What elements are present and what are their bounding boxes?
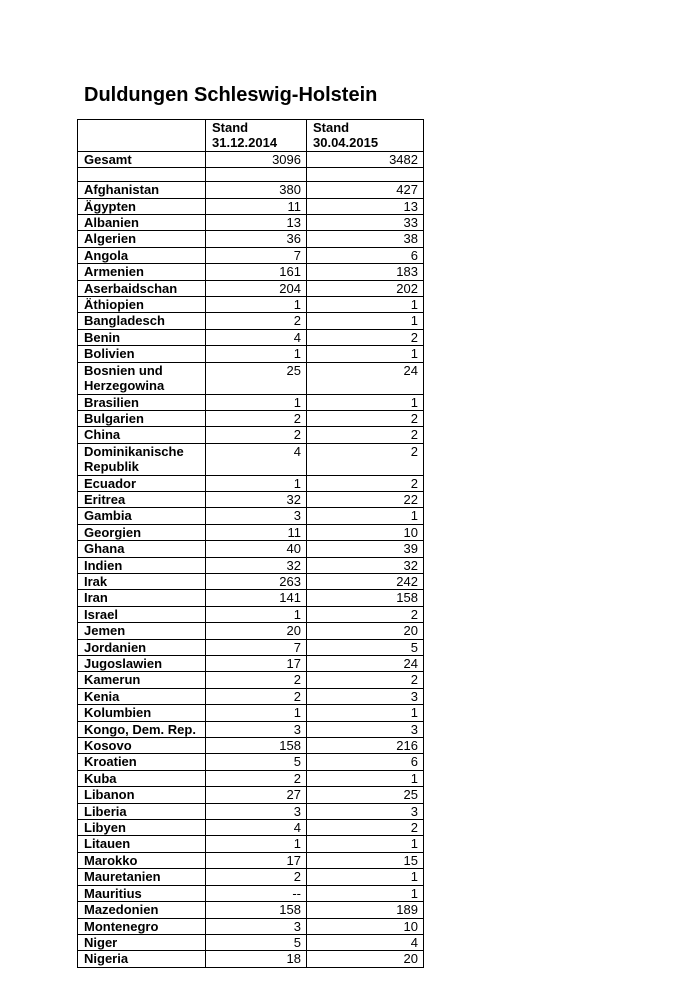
table-row	[78, 852, 424, 868]
table-row	[78, 951, 424, 967]
table-row	[78, 885, 424, 901]
country-cell: China	[78, 427, 206, 443]
country-cell: Albanien	[78, 215, 206, 231]
table-row	[78, 410, 424, 426]
table-row	[78, 508, 424, 524]
value-2014-cell: 2	[206, 869, 307, 885]
table-row	[78, 623, 424, 639]
value-2015-cell: 189	[307, 902, 424, 918]
value-2015-cell: 39	[307, 541, 424, 557]
table-row	[78, 198, 424, 214]
table-body	[78, 151, 424, 967]
country-cell: Dominikanische Republik	[78, 443, 206, 475]
table-row	[78, 820, 424, 836]
country-cell: Algerien	[78, 231, 206, 247]
table-row	[78, 475, 424, 491]
table-row	[78, 918, 424, 934]
value-2015-cell: 1	[307, 836, 424, 852]
header-country	[78, 120, 206, 152]
table-row	[78, 738, 424, 754]
value-2015-cell: 1	[307, 346, 424, 362]
country-cell: Kuba	[78, 770, 206, 786]
header-row	[78, 120, 424, 152]
value-2015-cell: 3	[307, 688, 424, 704]
value-2015-cell: 242	[307, 573, 424, 589]
country-cell: Aserbaidschan	[78, 280, 206, 296]
table-row	[78, 672, 424, 688]
value-2015-cell: 24	[307, 656, 424, 672]
value-2015-cell: 15	[307, 852, 424, 868]
country-cell: Brasilien	[78, 394, 206, 410]
table-row	[78, 491, 424, 507]
country-cell: Benin	[78, 329, 206, 345]
value-2015-cell: 3	[307, 803, 424, 819]
table-row	[78, 606, 424, 622]
page-title: Duldungen Schleswig-Holstein	[84, 84, 378, 106]
table-row	[78, 329, 424, 345]
value-2014-cell: 11	[206, 524, 307, 540]
country-cell: Libyen	[78, 820, 206, 836]
value-2014-cell: 11	[206, 198, 307, 214]
country-cell: Mazedonien	[78, 902, 206, 918]
value-2014-cell: 32	[206, 491, 307, 507]
value-2015-cell: 10	[307, 918, 424, 934]
table-row	[78, 524, 424, 540]
toleration-table	[77, 119, 424, 968]
value-2014-cell: 2	[206, 313, 307, 329]
value-2014-cell: 1	[206, 394, 307, 410]
value-2015-cell: 4	[307, 934, 424, 950]
value-2014-cell: 1	[206, 475, 307, 491]
value-2014-cell: 4	[206, 443, 307, 475]
value-2014-cell: 27	[206, 787, 307, 803]
value-2015-cell: 1	[307, 508, 424, 524]
table-row	[78, 656, 424, 672]
value-2014-cell: 2	[206, 770, 307, 786]
value-2015-cell: 32	[307, 557, 424, 573]
value-2014-cell: 17	[206, 852, 307, 868]
value-2015-cell: 2	[307, 475, 424, 491]
value-2014-cell: 263	[206, 573, 307, 589]
spacer-row	[78, 168, 424, 182]
value-2014-cell: 2	[206, 688, 307, 704]
value-2014-cell: 20	[206, 623, 307, 639]
country-cell: Eritrea	[78, 491, 206, 507]
header-stand-2015	[307, 120, 424, 152]
table-header	[78, 120, 424, 152]
value-2015-cell: 25	[307, 787, 424, 803]
country-cell: Kenia	[78, 688, 206, 704]
country-cell: Äthiopien	[78, 297, 206, 313]
value-2014-cell: 3	[206, 508, 307, 524]
value-2014-cell: 3	[206, 918, 307, 934]
value-2015-cell: 20	[307, 623, 424, 639]
total-value-2014: 3096	[206, 151, 307, 167]
value-2015-cell: 2	[307, 443, 424, 475]
country-cell: Ecuador	[78, 475, 206, 491]
value-2015-cell: 2	[307, 410, 424, 426]
table-row	[78, 182, 424, 198]
header-stand-2014-line1: Stand	[212, 120, 249, 135]
country-cell: Ägypten	[78, 198, 206, 214]
country-cell: Liberia	[78, 803, 206, 819]
table-row	[78, 557, 424, 573]
value-2015-cell: 38	[307, 231, 424, 247]
value-2015-cell: 2	[307, 427, 424, 443]
value-2015-cell: 3	[307, 721, 424, 737]
country-cell: Afghanistan	[78, 182, 206, 198]
value-2014-cell: 4	[206, 820, 307, 836]
value-2014-cell: 2	[206, 427, 307, 443]
value-2015-cell: 1	[307, 869, 424, 885]
value-2014-cell: 5	[206, 934, 307, 950]
value-2014-cell: 25	[206, 362, 307, 394]
table-row	[78, 803, 424, 819]
table-row	[78, 443, 424, 475]
country-cell: Bangladesch	[78, 313, 206, 329]
country-cell: Irak	[78, 573, 206, 589]
value-2014-cell: 158	[206, 902, 307, 918]
value-2014-cell: 17	[206, 656, 307, 672]
country-cell: Mauretanien	[78, 869, 206, 885]
country-cell: Iran	[78, 590, 206, 606]
value-2015-cell: 202	[307, 280, 424, 296]
table-row	[78, 394, 424, 410]
table-row	[78, 770, 424, 786]
country-cell: Mauritius	[78, 885, 206, 901]
value-2014-cell: 7	[206, 247, 307, 263]
value-2014-cell: 141	[206, 590, 307, 606]
table-row	[78, 362, 424, 394]
value-2014-cell: 36	[206, 231, 307, 247]
country-cell: Jugoslawien	[78, 656, 206, 672]
value-2014-cell: 380	[206, 182, 307, 198]
country-cell: Niger	[78, 934, 206, 950]
value-2014-cell: 1	[206, 297, 307, 313]
table-row	[78, 346, 424, 362]
table-row	[78, 869, 424, 885]
value-2014-cell: 2	[206, 672, 307, 688]
country-cell: Kongo, Dem. Rep.	[78, 721, 206, 737]
value-2015-cell: 1	[307, 394, 424, 410]
value-2014-cell: 204	[206, 280, 307, 296]
header-stand-2015-line1: Stand	[313, 120, 350, 135]
value-2014-cell: --	[206, 885, 307, 901]
value-2015-cell: 2	[307, 820, 424, 836]
spacer-cell	[307, 168, 424, 182]
country-cell: Kosovo	[78, 738, 206, 754]
value-2015-cell: 1	[307, 705, 424, 721]
value-2014-cell: 3	[206, 803, 307, 819]
value-2014-cell: 40	[206, 541, 307, 557]
table-row	[78, 590, 424, 606]
table-row	[78, 934, 424, 950]
value-2014-cell: 7	[206, 639, 307, 655]
country-cell: Ghana	[78, 541, 206, 557]
value-2015-cell: 2	[307, 329, 424, 345]
country-cell: Israel	[78, 606, 206, 622]
total-label: Gesamt	[78, 151, 206, 167]
table-row	[78, 247, 424, 263]
value-2015-cell: 216	[307, 738, 424, 754]
value-2014-cell: 18	[206, 951, 307, 967]
value-2015-cell: 33	[307, 215, 424, 231]
value-2014-cell: 2	[206, 410, 307, 426]
value-2014-cell: 13	[206, 215, 307, 231]
value-2014-cell: 161	[206, 264, 307, 280]
table-row	[78, 427, 424, 443]
table-row	[78, 541, 424, 557]
table-row	[78, 264, 424, 280]
value-2015-cell: 10	[307, 524, 424, 540]
value-2015-cell: 13	[307, 198, 424, 214]
table-row	[78, 787, 424, 803]
country-cell: Litauen	[78, 836, 206, 852]
country-cell: Kroatien	[78, 754, 206, 770]
total-row	[78, 151, 424, 167]
value-2015-cell: 24	[307, 362, 424, 394]
country-cell: Armenien	[78, 264, 206, 280]
table-row	[78, 902, 424, 918]
country-cell: Gambia	[78, 508, 206, 524]
table-row	[78, 754, 424, 770]
value-2015-cell: 2	[307, 606, 424, 622]
value-2014-cell: 3	[206, 721, 307, 737]
header-stand-2014	[206, 120, 307, 152]
country-cell: Bolivien	[78, 346, 206, 362]
value-2015-cell: 1	[307, 885, 424, 901]
value-2015-cell: 158	[307, 590, 424, 606]
table-row	[78, 836, 424, 852]
spacer-cell	[78, 168, 206, 182]
table-row	[78, 705, 424, 721]
table-row	[78, 573, 424, 589]
value-2015-cell: 1	[307, 770, 424, 786]
value-2015-cell: 6	[307, 247, 424, 263]
country-cell: Marokko	[78, 852, 206, 868]
country-cell: Bosnien und Herzegowina	[78, 362, 206, 394]
value-2014-cell: 32	[206, 557, 307, 573]
header-stand-2015-line2: 30.04.2015	[313, 135, 379, 151]
value-2015-cell: 5	[307, 639, 424, 655]
country-cell: Jordanien	[78, 639, 206, 655]
header-stand-2014-line2: 31.12.2014	[212, 135, 278, 151]
country-cell: Libanon	[78, 787, 206, 803]
country-cell: Kamerun	[78, 672, 206, 688]
value-2015-cell: 6	[307, 754, 424, 770]
value-2014-cell: 4	[206, 329, 307, 345]
value-2014-cell: 158	[206, 738, 307, 754]
total-value-2015: 3482	[307, 151, 424, 167]
value-2014-cell: 5	[206, 754, 307, 770]
table-row	[78, 297, 424, 313]
table-row	[78, 215, 424, 231]
value-2014-cell: 1	[206, 836, 307, 852]
value-2014-cell: 1	[206, 705, 307, 721]
value-2015-cell: 1	[307, 313, 424, 329]
table-row	[78, 721, 424, 737]
table-row	[78, 280, 424, 296]
country-cell: Georgien	[78, 524, 206, 540]
country-cell: Nigeria	[78, 951, 206, 967]
country-cell: Bulgarien	[78, 410, 206, 426]
table-row	[78, 688, 424, 704]
table-row	[78, 313, 424, 329]
spacer-cell	[206, 168, 307, 182]
country-cell: Indien	[78, 557, 206, 573]
value-2015-cell: 22	[307, 491, 424, 507]
value-2015-cell: 427	[307, 182, 424, 198]
value-2015-cell: 2	[307, 672, 424, 688]
table-row	[78, 231, 424, 247]
value-2015-cell: 183	[307, 264, 424, 280]
value-2015-cell: 1	[307, 297, 424, 313]
country-cell: Montenegro	[78, 918, 206, 934]
country-cell: Angola	[78, 247, 206, 263]
value-2014-cell: 1	[206, 606, 307, 622]
country-cell: Kolumbien	[78, 705, 206, 721]
country-cell: Jemen	[78, 623, 206, 639]
table-row	[78, 639, 424, 655]
value-2015-cell: 20	[307, 951, 424, 967]
value-2014-cell: 1	[206, 346, 307, 362]
